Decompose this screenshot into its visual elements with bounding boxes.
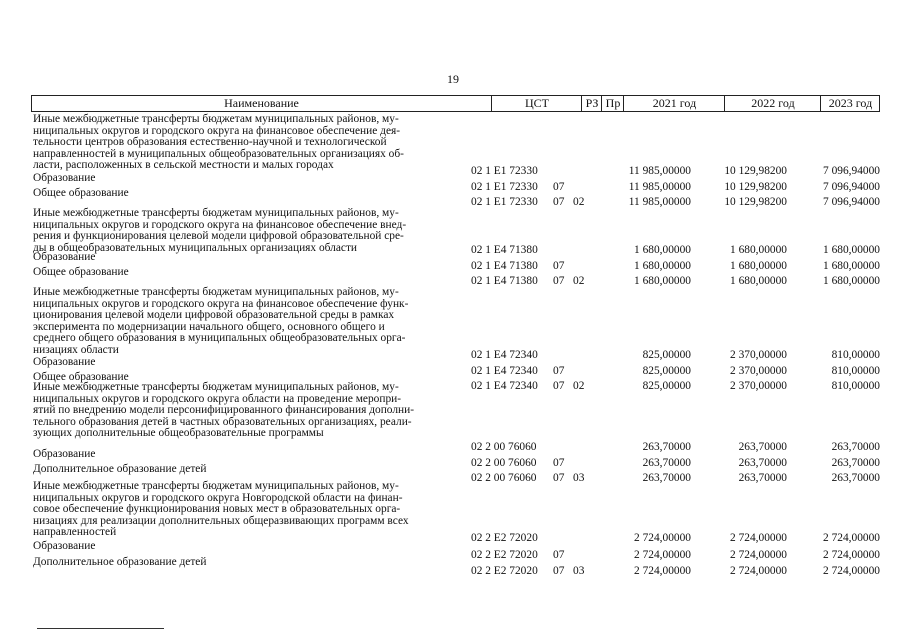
row-rz: 07 [553, 181, 565, 193]
row-value-2023: 810,00000 [831, 349, 880, 361]
row-value-2022: 263,70000 [738, 441, 787, 453]
row-value-2021: 11 985,00000 [628, 181, 691, 193]
row-value-2021: 11 985,00000 [628, 165, 691, 177]
row-value-2021: 2 724,00000 [634, 565, 691, 577]
row-name: Общее образование [33, 266, 129, 278]
row-value-2023: 263,70000 [831, 441, 880, 453]
row-value-2022: 2 724,00000 [730, 549, 787, 561]
row-name: Иные межбюджетные трансферты бюджетам муниципальных районов, му- ниципальных округов и городского округа на финансовое обеспечение внед- рения и функционирования целевой модели цифровой образовательной сре- ды в общеобразовательных муниципальных организациях области [33, 207, 407, 254]
row-name: Общее образование [33, 187, 129, 199]
row-value-2023: 1 680,00000 [823, 275, 880, 287]
row-value-2023: 2 724,00000 [823, 532, 880, 544]
row-name: Образование [33, 448, 96, 460]
header-pr: Пр [601, 96, 624, 111]
row-rz: 07 [553, 275, 565, 287]
row-rz: 07 [553, 549, 565, 561]
row-cst: 02 1 E4 72340 [471, 365, 538, 377]
row-value-2022: 10 129,98200 [724, 196, 787, 208]
header-2021: 2021 год [623, 96, 725, 111]
row-value-2023: 2 724,00000 [823, 549, 880, 561]
row-name: Образование [33, 172, 96, 184]
row-value-2021: 11 985,00000 [628, 196, 691, 208]
row-value-2023: 810,00000 [831, 365, 880, 377]
header-name: Наименование [224, 96, 299, 110]
row-cst: 02 2 E2 72020 [471, 549, 538, 561]
row-cst: 02 2 00 76060 [471, 472, 537, 484]
row-name: Образование [33, 251, 96, 263]
row-name: Иные межбюджетные трансферты бюджетам муниципальных районов, му- ниципальных округов и городского округа Новгородской области на финан- совое обеспечение функционирования новых мест в образовательных орга- низациях для реализации дополнительных общеразвивающих программ всех направленностей [33, 480, 409, 539]
row-value-2022: 2 724,00000 [730, 532, 787, 544]
row-rz: 07 [553, 380, 565, 392]
row-value-2021: 1 680,00000 [634, 275, 691, 287]
row-value-2021: 1 680,00000 [634, 244, 691, 256]
footer-rule [37, 628, 164, 629]
row-cst: 02 1 E4 72340 [471, 380, 538, 392]
row-value-2022: 2 370,00000 [730, 349, 787, 361]
row-value-2021: 825,00000 [642, 380, 691, 392]
row-rz: 07 [553, 565, 565, 577]
row-value-2021: 825,00000 [642, 349, 691, 361]
row-value-2023: 7 096,94000 [823, 165, 880, 177]
row-name: Иные межбюджетные трансферты бюджетам муниципальных районов, му- ниципальных округов и городского округа на финансовое обеспечение дея- тельности центров образования естественно-научной и технологической направленностей в муниципальных общеобразовательных организациях об- ласти, расположенных в сельской местности и малых городах [33, 113, 404, 172]
row-name: Дополнительное образование детей [33, 556, 207, 568]
row-pr: 02 [573, 275, 585, 287]
header-cst: ЦСТ [491, 96, 582, 111]
row-value-2022: 263,70000 [738, 457, 787, 469]
row-value-2022: 2 370,00000 [730, 365, 787, 377]
row-pr: 02 [573, 380, 585, 392]
row-value-2023: 1 680,00000 [823, 260, 880, 272]
row-value-2022: 1 680,00000 [730, 260, 787, 272]
row-cst: 02 2 E2 72020 [471, 532, 538, 544]
row-value-2023: 2 724,00000 [823, 565, 880, 577]
row-value-2022: 10 129,98200 [724, 181, 787, 193]
row-cst: 02 1 E4 71380 [471, 275, 538, 287]
page-number: 19 [447, 72, 459, 86]
row-cst: 02 2 E2 72020 [471, 565, 538, 577]
header-2023: 2023 год [820, 96, 880, 111]
row-value-2022: 1 680,00000 [730, 275, 787, 287]
row-value-2021: 263,70000 [642, 441, 691, 453]
row-value-2023: 810,00000 [831, 380, 880, 392]
row-cst: 02 1 E1 72330 [471, 196, 538, 208]
row-rz: 07 [553, 457, 565, 469]
row-value-2022: 2 724,00000 [730, 565, 787, 577]
row-pr: 03 [573, 472, 585, 484]
row-value-2021: 263,70000 [642, 457, 691, 469]
row-rz: 07 [553, 472, 565, 484]
row-value-2022: 1 680,00000 [730, 244, 787, 256]
row-cst: 02 1 E1 72330 [471, 181, 538, 193]
row-value-2022: 263,70000 [738, 472, 787, 484]
row-value-2021: 2 724,00000 [634, 549, 691, 561]
row-name: Образование [33, 540, 96, 552]
row-name: Иные межбюджетные трансферты бюджетам муниципальных районов, му- ниципальных округов и городского округа области на проведение меропри- ятий по внедрению модели персонифицированного финансирования дополни- тельного образования детей в частных образовательных организациях, реали- зующих дополнительные общеобразовательные программы [33, 381, 415, 440]
row-value-2023: 7 096,94000 [823, 181, 880, 193]
header-rz: РЗ [581, 96, 602, 111]
row-value-2022: 10 129,98200 [724, 165, 787, 177]
row-value-2021: 825,00000 [642, 365, 691, 377]
row-value-2023: 1 680,00000 [823, 244, 880, 256]
row-pr: 03 [573, 565, 585, 577]
row-cst: 02 2 00 76060 [471, 441, 537, 453]
row-value-2023: 263,70000 [831, 472, 880, 484]
row-value-2023: 7 096,94000 [823, 196, 880, 208]
row-name: Иные межбюджетные трансферты бюджетам муниципальных районов, му- ниципальных округов и городского округа на финансовое обеспечение функ- ционирования целевой модели цифровой образовательной среды в рамках эксперимента по модернизации начального общего, основного общего и среднего общего образования в муниципальных общеобразовательных орга- низациях области [33, 286, 409, 356]
row-cst: 02 1 E4 72340 [471, 349, 538, 361]
row-name: Общее образование [33, 371, 129, 383]
row-cst: 02 2 00 76060 [471, 457, 537, 469]
row-cst: 02 1 E4 71380 [471, 244, 538, 256]
row-cst: 02 1 E4 71380 [471, 260, 538, 272]
row-name: Дополнительное образование детей [33, 463, 207, 475]
header-2022: 2022 год [724, 96, 821, 111]
row-cst: 02 1 E1 72330 [471, 165, 538, 177]
row-value-2022: 2 370,00000 [730, 380, 787, 392]
row-rz: 07 [553, 196, 565, 208]
row-value-2021: 2 724,00000 [634, 532, 691, 544]
row-value-2021: 263,70000 [642, 472, 691, 484]
row-rz: 07 [553, 365, 565, 377]
row-rz: 07 [553, 260, 565, 272]
row-value-2023: 263,70000 [831, 457, 880, 469]
row-value-2021: 1 680,00000 [634, 260, 691, 272]
row-name: Образование [33, 356, 96, 368]
row-pr: 02 [573, 196, 585, 208]
